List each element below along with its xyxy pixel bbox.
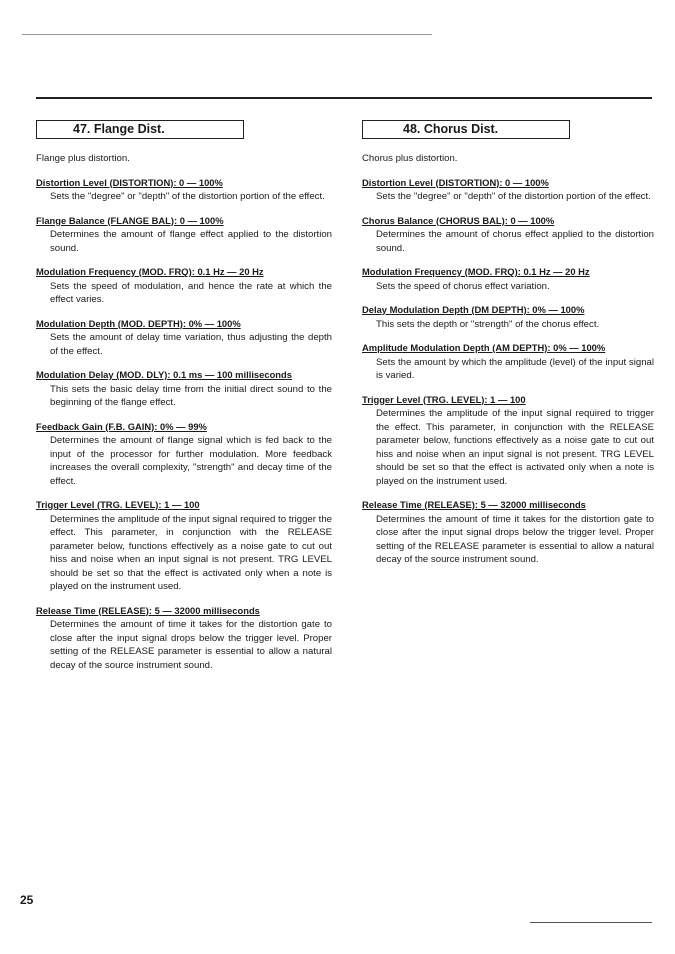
param-amplitude-modulation-depth	[362, 341, 654, 383]
param-title: Modulation Depth (MOD. DEPTH): 0% — 100%	[36, 317, 241, 329]
param-description: Sets the "degree" or "depth" of the distortion portion of the effect.	[376, 191, 651, 202]
param-title: Modulation Frequency (MOD. FRQ): 0.1 Hz — 20 Hz	[36, 266, 264, 277]
param-title: Feedback Gain (F.B. GAIN): 0% — 99%	[36, 420, 207, 432]
param-title: Trigger Level (TRG. LEVEL): 1 — 100	[36, 499, 200, 510]
param-trigger-level	[36, 498, 332, 594]
param-description: Determines the amount of chorus effect applied to the distortion sound.	[376, 229, 654, 254]
param-title: Amplitude Modulation Depth (AM DEPTH): 0% — 100%	[362, 342, 606, 353]
param-description: Determines the amplitude of the input signal required to trigger the effect. This parameter, in conjunction with the RELEASE parameter below, functions effectively as a noise gate to cut out hiss and noise when an input signal is not present. TRG LEVEL should be set so that the effect is activated only when a note is played on the instrument used.	[50, 513, 332, 592]
page-number: 25	[20, 893, 34, 907]
param-trigger-level	[362, 393, 654, 489]
param-title: Release Time (RELEASE): 5 — 32000 milliseconds	[362, 499, 586, 510]
footer-rule	[530, 922, 652, 923]
param-delay-modulation-depth	[362, 303, 654, 331]
top-faint-rule	[22, 34, 432, 35]
param-distortion-level	[362, 176, 654, 204]
section-intro: Flange plus distortion.	[36, 153, 130, 164]
param-title: Distortion Level (DISTORTION): 0 — 100%	[362, 176, 549, 188]
right-column	[362, 120, 654, 567]
param-title: Flange Balance (FLANGE BAL): 0 — 100%	[36, 214, 224, 226]
param-chorus-balance	[362, 214, 654, 256]
header-rule	[36, 97, 652, 99]
param-description: Determines the amplitude of the input signal required to trigger the effect. This parameter, in conjunction with the RELEASE parameter below, functions effectively as a noise gate to cut out hiss and noise when an input signal is not present. TRG LEVEL should be set so that the effect is activated only when a note is played on the instrument used.	[376, 408, 654, 487]
param-title: Delay Modulation Depth (DM DEPTH): 0% — 100%	[362, 304, 585, 315]
param-modulation-frequency	[36, 265, 332, 307]
param-release-time	[362, 498, 654, 567]
param-feedback-gain	[36, 420, 332, 489]
param-modulation-frequency	[362, 265, 654, 293]
param-description: Sets the speed of chorus effect variation.	[376, 280, 550, 292]
param-description: Sets the speed of modulation, and hence the rate at which the effect varies.	[50, 280, 332, 305]
param-flange-balance	[36, 214, 332, 256]
param-description: This sets the basic delay time from the initial direct sound to the beginning of the flange effect.	[50, 383, 332, 408]
param-description: Determines the amount of time it takes for the distortion gate to close after the input signal drops below the trigger level. Proper setting of the RELEASE parameter is essential to allow a natural decay of the source instrument sound.	[50, 619, 332, 671]
param-title: Modulation Delay (MOD. DLY): 0.1 ms — 100 milliseconds	[36, 369, 292, 380]
section-intro: Chorus plus distortion.	[362, 153, 458, 164]
param-description: Sets the "degree" or "depth" of the distortion portion of the effect.	[50, 191, 325, 202]
left-column	[36, 120, 332, 672]
param-modulation-delay	[36, 368, 332, 410]
param-description: This sets the depth or "strength" of the chorus effect.	[376, 318, 600, 330]
param-description: Determines the amount of flange signal which is fed back to the input of the processor for further modulation. More feedback increases the overall complexity, "strength" and decay time of the effect.	[50, 435, 332, 487]
param-description: Sets the amount of delay time variation, thus adjusting the depth of the effect.	[50, 332, 332, 357]
param-title: Trigger Level (TRG. LEVEL): 1 — 100	[362, 393, 526, 405]
param-title: Modulation Frequency (MOD. FRQ): 0.1 Hz — 20 Hz	[362, 266, 590, 277]
section-title-chorus-dist: 48. Chorus Dist.	[362, 120, 570, 139]
param-description: Determines the amount of flange effect applied to the distortion sound.	[50, 229, 332, 254]
param-description: Determines the amount of time it takes for the distortion gate to close after the input signal drops below the trigger level. Proper setting of the RELEASE parameter is essential to allow a natural decay of the source instrument sound.	[376, 513, 654, 565]
param-modulation-depth	[36, 317, 332, 359]
section-title-flange-dist: 47. Flange Dist.	[36, 120, 244, 139]
param-release-time	[36, 604, 332, 673]
param-title: Distortion Level (DISTORTION): 0 — 100%	[36, 176, 223, 188]
param-distortion-level	[36, 176, 332, 204]
param-title: Chorus Balance (CHORUS BAL): 0 — 100%	[362, 214, 555, 226]
param-title: Release Time (RELEASE): 5 — 32000 milliseconds	[36, 604, 260, 616]
param-description: Sets the amount by which the amplitude (level) of the input signal is varied.	[376, 356, 654, 381]
